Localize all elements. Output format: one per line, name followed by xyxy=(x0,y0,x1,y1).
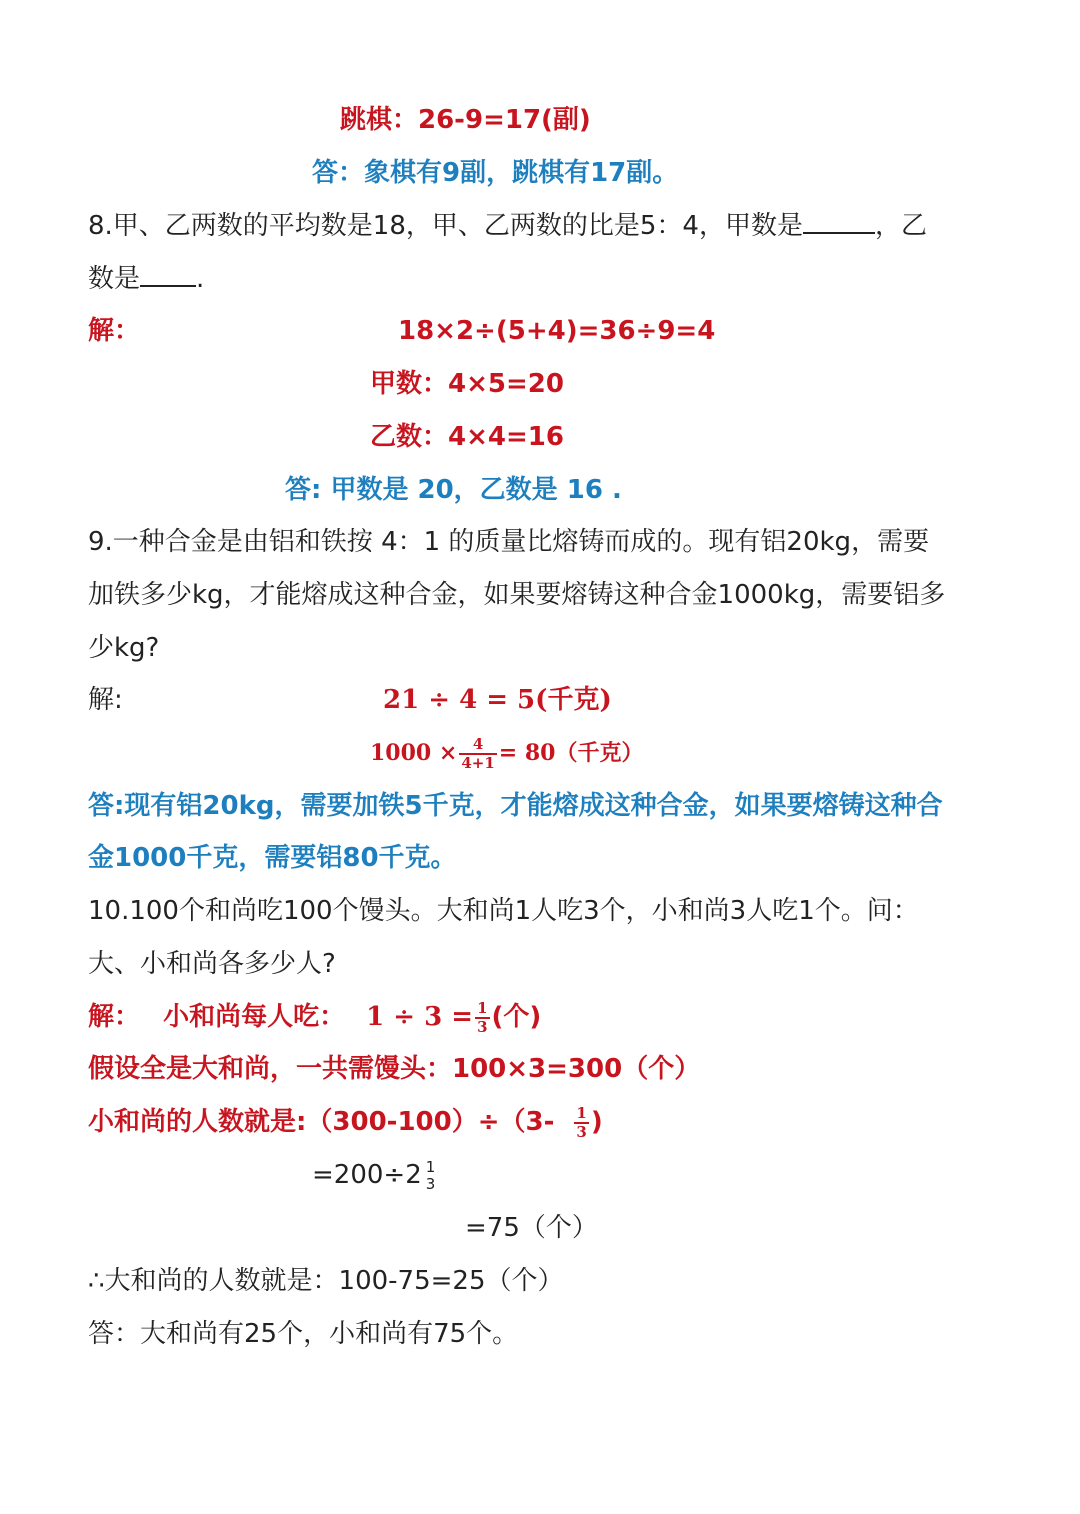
q9-answer-line2: 金1000千克，需要铝80千克。 xyxy=(88,843,457,873)
q10-step4 xyxy=(312,1155,439,1195)
q9-jie-label: 解: xyxy=(88,685,123,715)
q10-step2: 假设全是大和尚，一共需馒头：100×3=300（个） xyxy=(88,1054,701,1084)
q9-eq2-left: 1000 × xyxy=(370,740,458,766)
q10-step3 xyxy=(88,1102,603,1142)
q8-question-line1 xyxy=(88,206,927,246)
q8-question-text-b: ，乙 xyxy=(874,211,927,241)
q10-question-line1: 10.100个和尚吃100个馒头。大和尚1人吃3个，小和尚3人吃1个。问： xyxy=(88,896,919,926)
q9-eq2-right: = 80（千克） xyxy=(498,740,644,766)
q10-step1-frac-num: 1 xyxy=(477,998,488,1017)
q10-step1-label: 小和尚每人吃： xyxy=(163,1002,346,1032)
q8-question-line2 xyxy=(88,259,204,299)
q10-step4-frac-num: 1 xyxy=(425,1157,436,1176)
q10-step3-text: 小和尚的人数就是:（300-100）÷（3- xyxy=(88,1107,555,1137)
q10-step4-fraction xyxy=(424,1159,438,1193)
q8-step1: 18×2÷(5+4)=36÷9=4 xyxy=(398,316,716,346)
q8-question-text-a: 8.甲、乙两数的平均数是18，甲、乙两数的比是5：4，甲数是 xyxy=(88,211,803,241)
q8-step3: 乙数：4×4=16 xyxy=(370,422,564,452)
q9-eq2 xyxy=(370,733,644,773)
q10-step3-fraction xyxy=(574,1105,588,1141)
q10-step1-frac-den: 3 xyxy=(477,1017,488,1036)
q10-step6: ∴大和尚的人数就是：100-75=25（个） xyxy=(88,1266,564,1296)
q10-question-line2: 大、小和尚各多少人? xyxy=(88,949,336,979)
q7-tiaoqi-line: 跳棋：26-9=17(副) xyxy=(340,105,591,135)
q10-step4-text: =200÷2 xyxy=(312,1160,422,1190)
q8-blank-yi xyxy=(140,259,196,287)
q8-answer: 答: 甲数是 20，乙数是 16 . xyxy=(285,475,622,505)
q9-eq2-frac-num: 4 xyxy=(459,736,496,755)
q10-step1 xyxy=(88,997,541,1037)
q9-answer-line1: 答:现有铝20kg，需要加铁5千克，才能熔成这种合金，如果要熔铸这种合 xyxy=(88,791,943,821)
q9-eq1: 21 ÷ 4 = 5(千克) xyxy=(383,685,612,715)
q10-step4-frac-den: 3 xyxy=(425,1174,436,1193)
q9-eq2-frac-den: 4+1 xyxy=(461,754,495,772)
q10-step3-close: ) xyxy=(590,1107,603,1137)
q10-jie-label: 解： xyxy=(88,1002,141,1032)
q10-step1-unit: (个) xyxy=(491,1002,542,1032)
q10-step1-left: 1 ÷ 3 = xyxy=(366,1002,474,1032)
q10-step3-frac-num: 1 xyxy=(576,1103,587,1122)
q8-question-text-d: . xyxy=(196,264,205,294)
q7-answer: 答：象棋有9副，跳棋有17副。 xyxy=(312,158,679,188)
q8-question-text-c: 数是 xyxy=(88,264,141,294)
q10-step1-fraction xyxy=(475,1000,489,1036)
q8-blank-jia xyxy=(803,206,875,234)
q9-eq2-fraction xyxy=(459,736,496,772)
q10-step3-frac-den: 3 xyxy=(576,1122,587,1141)
q10-answer: 答：大和尚有25个，小和尚有75个。 xyxy=(88,1319,519,1349)
q8-step2: 甲数：4×5=20 xyxy=(370,369,564,399)
q9-question-line1: 9.一种合金是由铝和铁按 4：1 的质量比熔铸而成的。现有铝20kg，需要 xyxy=(88,527,930,557)
q9-question-line2: 加铁多少kg，才能熔成这种合金，如果要熔铸这种合金1000kg，需要铝多 xyxy=(88,580,946,610)
q10-step5: =75（个） xyxy=(465,1213,598,1243)
q8-jie-label: 解： xyxy=(88,316,141,346)
q9-question-line3: 少kg? xyxy=(88,633,160,663)
